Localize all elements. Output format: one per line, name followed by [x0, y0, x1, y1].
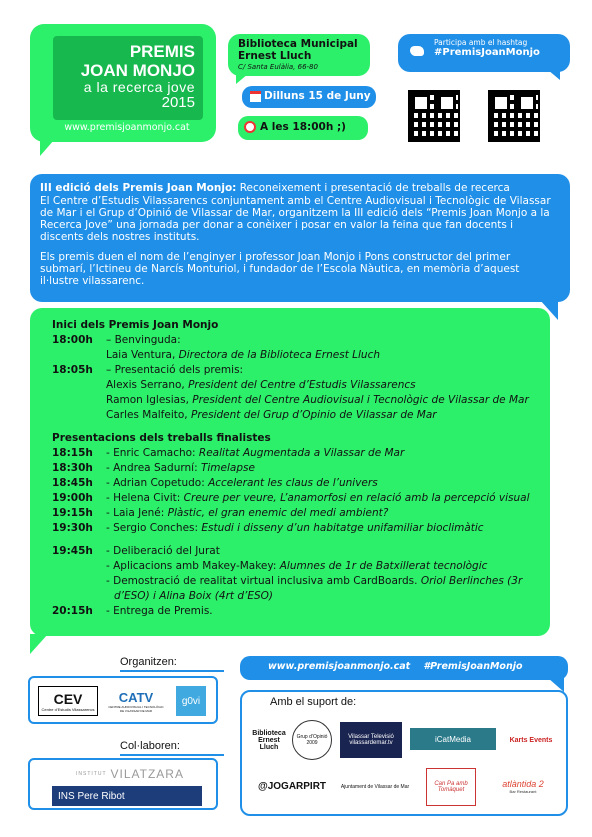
web-bar — [240, 656, 568, 680]
organizers-label: Organitzen: — [120, 656, 224, 672]
twitter-prompt: Participa amb el hashtag — [434, 38, 528, 47]
clock-icon — [244, 121, 256, 133]
activity: - Demostració de realitat virtual inclusiva amb CardBoards. Oriol Berlinches (3r — [106, 575, 523, 587]
vilatzara-logo: INSTITUT VILATZARA — [76, 767, 184, 781]
program-item: 19:45h - Deliberació del Jurat — [52, 545, 220, 557]
qr-code-icon[interactable] — [488, 90, 540, 142]
title-line2: JOAN MONJO — [80, 61, 195, 80]
venue-name-2: Ernest Lluch — [238, 50, 312, 62]
speaker: Ramon Iglesias, President del Centre Audiovisual i Tecnològic de Vilassar de Mar — [106, 394, 529, 406]
talk-item: 18:15h - Enric Camacho: Realitat Augmentada a Vilassar de Mar — [52, 447, 405, 459]
support-label: Amb el suport de: — [270, 696, 357, 708]
talk-item: 19:00h - Helena Civit: Creure per veure, L’anamorfosi en relació amb la percepció visual — [52, 492, 530, 504]
speaker: Carles Malfeito, President del Grup d’Opinio de Vilassar de Mar — [106, 409, 437, 421]
grup-opinio-logo: Grup d’Opinió 2009 — [292, 720, 332, 760]
collaborators-box — [28, 758, 218, 810]
program-item: 18:00h – Benvinguda: — [52, 334, 181, 346]
web-hashtag[interactable]: #PremisJoanMonjo — [423, 661, 523, 672]
intro-heading: III edició dels Premis Joan Monjo: Reconeixement i presentació de treballs de recerca — [40, 182, 510, 194]
collaborators-label: Col·laboren: — [120, 740, 224, 756]
activity: d’ESO) i Alina Boix (4rt d’ESO) — [114, 590, 274, 602]
icatmedia-logo: iCatMedia — [410, 728, 496, 750]
title-card — [53, 36, 203, 120]
date-text: Dilluns 15 de Juny — [264, 90, 371, 102]
venue-address: C/ Santa Eulàlia, 66-80 — [238, 63, 318, 71]
talk-item: 19:30h - Sergio Conches: Estudi i disseny d’un habitatge unifamiliar bioclimàtic — [52, 522, 484, 534]
twitter-tail — [548, 70, 560, 80]
twitter-bird-icon — [410, 46, 424, 56]
speaker: Alexis Serrano, President del Centre d’Estudis Vilassarencs — [106, 379, 416, 391]
govi-logo: g0vi — [176, 686, 206, 716]
time-text: A les 18:00h ;) — [260, 121, 346, 133]
activity: - Aplicacions amb Makey-Makey: Alumnes de 1r de Batxillerat tecnològic — [106, 560, 488, 572]
jogarpirt-logo: @JOGARPIRT — [257, 780, 327, 792]
program-item: 20:15h - Entrega de Premis. — [52, 605, 213, 617]
program-box — [30, 308, 550, 636]
can-pa-logo: Can Pa amb Tomàquet — [426, 768, 476, 806]
date-bubble — [242, 86, 376, 108]
qr-code-icon[interactable] — [408, 90, 460, 142]
twitter-hashtag[interactable]: #PremisJoanMonjo — [434, 47, 540, 58]
calendar-icon — [250, 91, 261, 102]
venue-tail — [236, 74, 248, 84]
title-line3: a la recerca jove — [83, 79, 195, 95]
karts-logo: Karts Events — [509, 736, 553, 744]
title-url[interactable]: www.premisjoanmonjo.cat — [64, 122, 190, 133]
intro-box — [30, 174, 570, 302]
web-url[interactable]: www.premisjoanmonjo.cat — [268, 661, 411, 672]
atlantida-logo: atlàntida 2 Bar Restaurant — [502, 778, 544, 794]
organizers-box — [28, 676, 218, 724]
program-tail — [30, 634, 48, 654]
biblioteca-logo: Biblioteca Ernest Lluch — [252, 729, 286, 751]
title-line1: PREMIS — [129, 42, 195, 61]
section-heading: Inici dels Premis Joan Monjo — [52, 319, 219, 331]
program-item: 18:05h – Presentació dels premis: — [52, 364, 244, 376]
intro-paragraph-2: Els premis duen el nom de l’enginyer i professor Joan Monjo i Pons constructor del primer submarí, l’Ictineu de Narcís Monturiol, i fundador de l’Escola Nàutica, en memòria d’aquest il·lustre vilassarenc. — [40, 251, 520, 287]
talk-list — [52, 446, 550, 536]
twitter-bubble — [398, 34, 570, 72]
venue-name-1: Biblioteca Municipal — [238, 38, 358, 50]
vilassar-tv-logo: Vilassar Televisió vilassardemar.tv — [340, 722, 402, 758]
section-heading: Presentacions dels treballs finalistes — [52, 432, 271, 444]
talk-item: 18:45h - Adrian Copetudo: Accelerant les claus de l’univers — [52, 477, 378, 489]
pere-ribot-logo: INS Pere Ribot — [52, 786, 202, 806]
venue-bubble — [228, 34, 370, 76]
talk-item: 18:30h - Andrea Sadurní: Timelapse — [52, 462, 255, 474]
time-bubble — [238, 116, 368, 140]
ajuntament-logo: Ajuntament de Vilassar de Mar — [340, 784, 410, 790]
catv-logo: CATV CENTRE AUDIOVISUAL I TECNOLÒGIC DE VILASSAR DE MAR — [108, 689, 164, 713]
intro-paragraph-1: El Centre d’Estudis Vilassarencs conjuntament amb el Centre Audiovisual i Tecnològic de Vilassar de Mar i el Grup d’Opinió de Vilassar de Mar, organitzem la III edició dels “Premis Joan Monjo a la Recerca Jove” una jornada per donar a conèixer i posar en valor la feina que fan docents i discents dels nostres instituts. — [40, 195, 551, 243]
cev-logo: CEV Centre d’Estudis Vilassarencs — [38, 686, 98, 716]
title-bubble-tail — [40, 140, 54, 156]
speaker: Laia Ventura, Directora de la Biblioteca Ernest Lluch — [106, 349, 380, 361]
talk-item: 19:15h - Laia Jené: Plàstic, el gran enemic del medi ambient? — [52, 507, 389, 519]
title-year: 2015 — [161, 94, 195, 111]
